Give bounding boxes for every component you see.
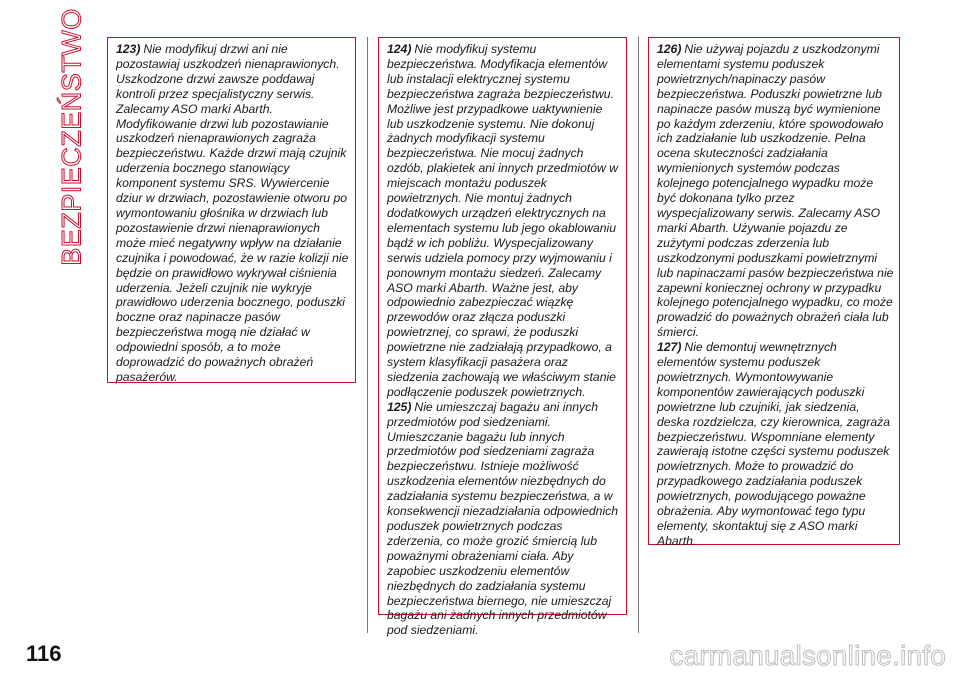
warning-box-124-125 <box>378 37 627 638</box>
warning-text: Nie używaj pojazdu z uszkodzonymi elementami systemu poduszek powietrznych/napinaczy pasów bezpieczeństwa. Poduszki powietrzne lub napinacze pasów muszą być wymienione po każdym zderzeniu, które spowodowało ich zadziałanie lub uszkodzenie. Pełna ocena skuteczności zadziałania wymienionych systemów podczas kolejnego potencjalnego wypadku może być dokonana tylko przez wyspecjalizowany serwis. Zalecamy ASO marki Abarth. Używanie pojazdu ze zużytymi podczas zderzenia lub uszkodzonymi poduszkami powietrznymi lub napinaczami pasów bezpieczeństwa nie zapewni koniecznej ochrony w przypadku kolejnego potencjalnego wypadku, co może prowadzić do poważnych obrażeń ciała lub śmierci. <box>657 42 894 340</box>
warning-number: 125) <box>387 399 412 414</box>
section-title-text: BEZPIECZEŃSTWO <box>56 8 87 266</box>
warning-126 <box>657 42 894 340</box>
warning-number: 123) <box>116 42 141 56</box>
warning-text: Nie demontuj wewnętrznych elementów systemu poduszek powietrznych. Wymontowywanie komponentów zawierających poduszki powietrzne lub czujniki, jak siedzenia, deska rozdzielcza, czy kierownica, zagraża bezpieczeństwu. Wspomniane elementy zawierają istotne części systemu poduszek powietrznych. Może to prowadzić do przypadkowego zadziałania poduszek powietrznych, powodującego poważne obrażenia. Aby wymontować tego typu elementy, skontaktuj się z ASO marki Abarth. <box>657 340 891 548</box>
warning-text: Nie modyfikuj systemu bezpieczeństwa. Modyfikacja elementów lub instalacji elektrycznej systemu bezpieczeństwa zagraża bezpieczeństwu. Możliwe jest przypadkowe uaktywnienie lub uszkodzenie systemu. Nie dokonuj żadnych modyfikacji systemu bezpieczeństwa. Nie mocuj żadnych ozdób, plakietek ani innych przedmiotów w miejscach montażu poduszek powietrznych. Nie montuj żadnych dodatkowych urządzeń elektrycznych na elementach systemu lub jego okablowaniu bądź w ich pobliżu. Wyspecjalizowany serwis udziela pomocy przy wyjmowaniu i ponownym montażu siedzeń. Zalecamy ASO marki Abarth. Ważne jest, aby odpowiednio zabezpieczać wiązkę przewodów oraz złącza poduszki powietrznej, co sprawi, że poduszki powietrzne nie zadziałają przypadkowo, a system klasyfikacji pasażera oraz siedzenia zachowają we właściwym stanie podłączenie poduszek powietrznych. <box>387 42 619 399</box>
warning-text: Nie modyfikuj drzwi ani nie pozostawiaj uszkodzeń nienaprawionych. Uszkodzone drzwi zawsze poddawaj kontroli przez specjalistyczny serwis. Zalecamy ASO marki Abarth. Modyfikowanie drzwi lub pozostawianie uszkodzeń nienaprawionych zagraża bezpieczeństwu. Każde drzwi mają czujnik uderzenia bocznego stanowiący komponent systemu SRS. Wywiercenie dziur w drzwiach, pozostawienie otworu po wymontowaniu głośnika w drzwiach lub pozostawienie drzwi nienaprawionych może mieć negatywny wpływ na działanie czujnika i powodować, że w razie kolizji nie będzie on prawidłowo wykrywał ciśnienia uderzenia. Jeżeli czujnik nie wykryje prawidłowo uderzenia bocznego, poduszki boczne oraz napinacze pasów bezpieczeństwa mogą nie działać w odpowiedni sposób, a to może doprowadzić do poważnych obrażeń pasażerów. <box>116 42 349 384</box>
column-divider-1 <box>367 37 368 633</box>
warning-number: 124) <box>387 42 412 56</box>
warning-123 <box>116 42 350 385</box>
warning-text: Nie umieszczaj bagażu ani innych przedmiotów pod siedzeniami. Umieszczanie bagażu lub innych przedmiotów pod siedzeniami zagraża bezpieczeństwu. Istnieje możliwość uszkodzenia elementów niezbędnych do zadziałania systemu bezpieczeństwa, a w konsekwencji niezadziałania odpowiednich poduszek powietrznych podczas zderzenia, co może grozić śmiercią lub poważnymi obrażeniami ciała. Aby zapobiec uszkodzeniu elementów niezbędnych do zadziałania systemu bezpieczeństwa biernego, nie umieszczaj bagażu ani żadnych innych przedmiotów pod siedzeniami. <box>387 399 619 638</box>
warning-number: 127) <box>657 340 682 355</box>
warning-box-123 <box>107 37 356 383</box>
warning-127 <box>657 340 894 549</box>
page-number: 116 <box>26 641 62 666</box>
section-title <box>54 8 90 266</box>
watermark: carmanualsonline.info <box>669 640 946 671</box>
warning-125 <box>387 400 621 639</box>
warning-124 <box>387 42 621 400</box>
warning-box-126-127 <box>648 37 900 548</box>
column-divider-2 <box>638 37 639 633</box>
warning-number: 126) <box>657 42 682 56</box>
